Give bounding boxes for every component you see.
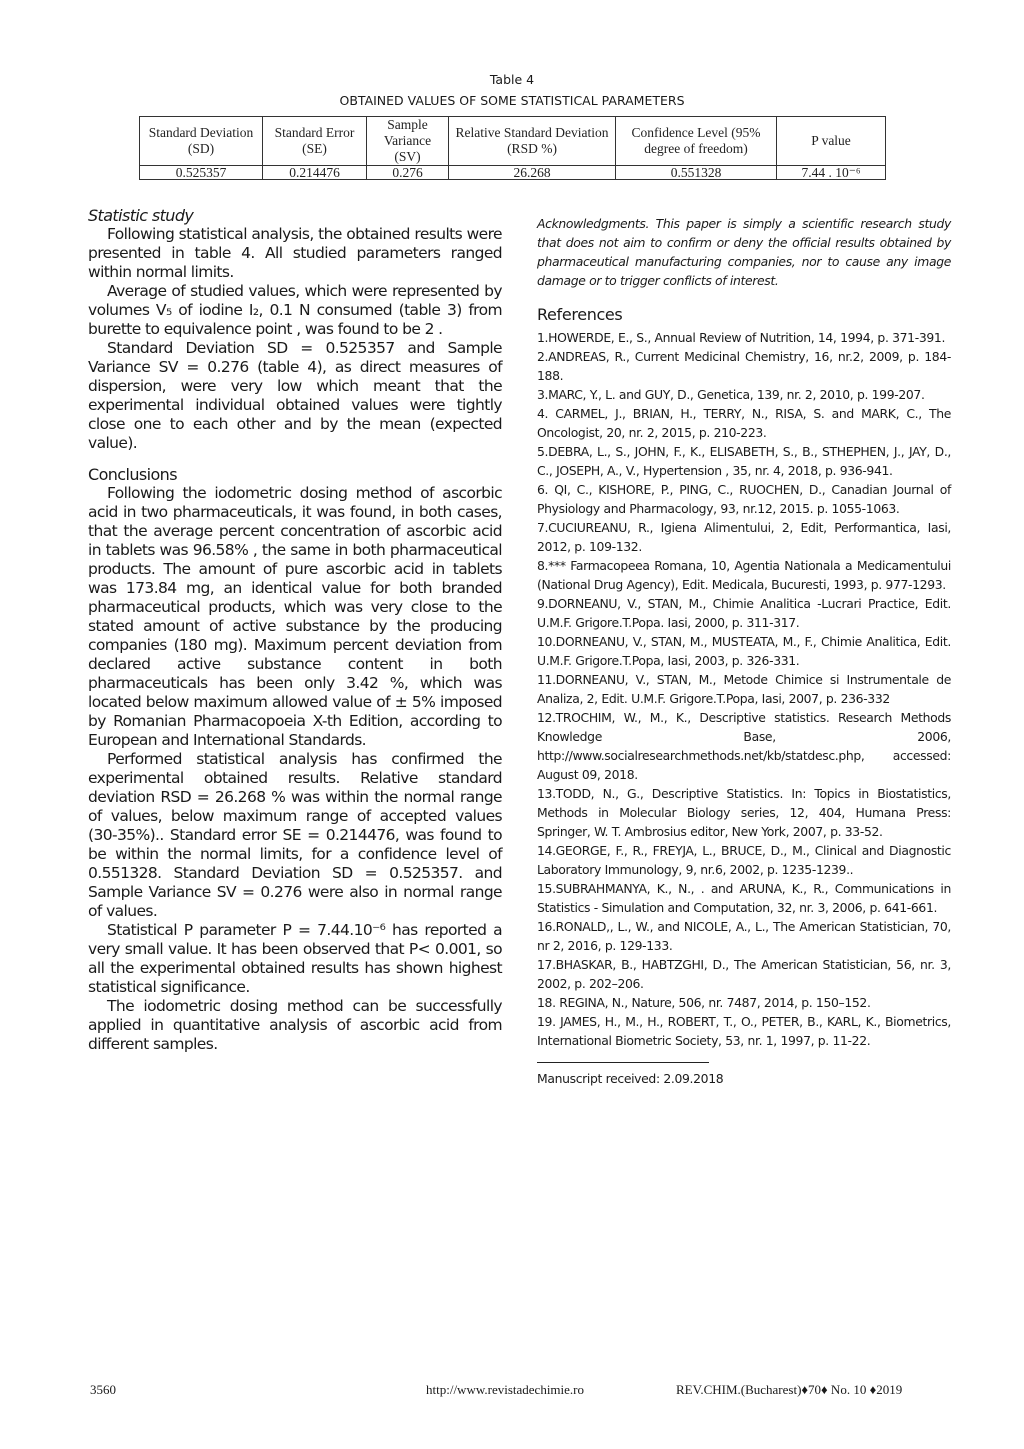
body-paragraph: Statistical P parameter P = 7.44.10⁻⁶ has reported a very small value. It has been observed that P< 0.001, so all the experimental obtained results has shown highest statistical significance. — [88, 921, 502, 996]
divider — [537, 1062, 709, 1063]
reference-item: 6. QI, C., KISHORE, P., PING, C., RUOCHEN, D., Canadian Journal of Physiology and Pharmacology, 93, nr.12, 2015. p. 1055-1063. — [537, 482, 951, 516]
reference-list — [537, 328, 951, 1050]
body-paragraph: Following statistical analysis, the obtained results were presented in table 4. All studied parameters ranged within normal limits. — [88, 225, 502, 281]
reference-item: 17.BHASKAR, B., HABTZGHI, D., The American Statistician, 56, nr. 3, 2002, p. 202–206. — [537, 957, 951, 991]
reference-item: 12.TROCHIM, W., M., K., Descriptive statistics. Research Methods Knowledge Base, 2006, http://www.socialresearchmethods.net/kb/statdesc.php, accessed: August 09, 2018. — [537, 710, 951, 782]
reference-item: 3.MARC, Y., L. and GUY, D., Genetica, 139, nr. 2, 2010, p. 199-207. — [537, 387, 925, 402]
reference-item: 7.CUCIUREANU, R., Igiena Alimentului, 2, Edit, Performantica, Iasi, 2012, p. 109-132. — [537, 520, 951, 554]
reference-item: 14.GEORGE, F., R., FREYJA, L., BRUCE, D., M., Clinical and Diagnostic Laboratory Immunology, 9, nr.6, 2002, p. 1235-1239.. — [537, 843, 951, 877]
reference-item: 18. REGINA, N., Nature, 506, nr. 7487, 2014, p. 150–152. — [537, 995, 871, 1010]
table-row — [140, 166, 886, 180]
reference-item: 11.DORNEANU, V., STAN, M., Metode Chimice si Instrumentale de Analiza, 2, Edit. U.M.F. Grigore.T.Popa, Iasi, 2007, p. 236-332 — [537, 672, 951, 706]
body-paragraph: Performed statistical analysis has confirmed the experimental obtained results. Relative standard deviation RSD = 26.268 % was within the normal range of values, below maximum range of accepted values (30-35%).. Standard error SE = 0.214476, was found to be within the normal limits, for a confidence level of 0.551328. Standard Deviation SD = 0.525357. and Sample Variance SV = 0.276 were also in normal range of values. — [88, 750, 502, 920]
page-number: 3560 — [90, 1382, 116, 1397]
reference-item: 1.HOWERDE, E., S., Annual Review of Nutrition, 14, 1994, p. 371-391. — [537, 330, 946, 345]
body-paragraph: Standard Deviation SD = 0.525357 and Sample Variance SV = 0.276 (table 4), as direct measures of dispersion, were very low which meant that the experimental individual obtained values were tightly close one to each other and by the mean (expected value). — [88, 339, 502, 452]
table-subtitle: OBTAINED VALUES OF SOME STATISTICAL PARAMETERS — [339, 93, 685, 108]
reference-item: 4. CARMEL, J., BRIAN, H., TERRY, N., RISA, S. and MARK, C., The Oncologist, 20, nr. 2, 2015, p. 210-223. — [537, 406, 951, 440]
reference-item: 13.TODD, N., G., Descriptive Statistics. In: Topics in Biostatistics, Methods in Molecular Biology series, 12, 404, Humana Press: Springer, W. T. Ambrosius editor, New York, 2007, p. 33-52. — [537, 786, 951, 839]
body-paragraph: The iodometric dosing method can be successfully applied in quantitative analysis of ascorbic acid from different samples. — [88, 997, 502, 1053]
table-cell: 0.214476 — [263, 166, 367, 180]
left-column — [88, 206, 502, 1054]
table-cell: 7.44 . 10⁻⁶ — [777, 166, 886, 180]
table-cell: 26.268 — [449, 166, 616, 180]
journal-url[interactable]: http://www.revistadechimie.ro — [426, 1382, 585, 1397]
table-header-cell: Relative Standard Deviation (RSD %) — [449, 117, 616, 166]
table-header-row — [140, 117, 886, 166]
table-header-cell: Sample Variance (SV) — [367, 117, 449, 166]
table-cell: 0.276 — [367, 166, 449, 180]
reference-item: 8.*** Farmacopeea Romana, 10, Agentia Nationala a Medicamentului (National Drug Agency), Edit. Medicala, Bucuresti, 1993, p. 977-1293. — [537, 558, 951, 592]
statistics-table — [139, 116, 886, 180]
table-header-cell: Standard Error (SE) — [263, 117, 367, 166]
conclusions-heading: Conclusions — [88, 465, 177, 484]
body-paragraph: Average of studied values, which were represented by volumes V₅ of iodine I₂, 0.1 N consumed (table 3) from burette to equivalence point , was found to be 2 . — [88, 282, 502, 338]
manuscript-received: Manuscript received: 2.09.2018 — [537, 1071, 724, 1086]
reference-item: 19. JAMES, H., M., H., ROBERT, T., O., PETER, B., KARL, K., Biometrics, International Biometric Society, 53, nr. 1, 1997, p. 11-22. — [537, 1014, 951, 1048]
reference-item: 10.DORNEANU, V., STAN, M., MUSTEATA, M., F., Chimie Analitica, Edit. U.M.F. Grigore.T.Popa, Iasi, 2003, p. 326-331. — [537, 634, 951, 668]
table-header-cell: Confidence Level (95% degree of freedom) — [616, 117, 777, 166]
body-paragraph: Following the iodometric dosing method of ascorbic acid in two pharmaceuticals, it was found, in both cases, that the average percent concentration of ascorbic acid in tablets was 96.58% , the same in both pharmaceutical products. The amount of pure ascorbic acid in tablets was 173.84 mg, an identical value for both branded pharmaceutical products, which was very close to the stated amount of active substance by the producing companies (180 mg). Maximum percent deviation from declared active substance content in both pharmaceuticals has been only 3.42 %, which was located below maximum allowed value of ± 5% imposed by Romanian Pharmacopoeia X-th Edition, according to European and International Standards. — [88, 484, 502, 749]
acknowledgments: Acknowledgments. This paper is simply a scientific research study that does not aim to confirm or deny the official results obtained by pharmaceutical manufacturing companies, nor to cause any image damage or to trigger conflicts of interest. — [537, 216, 951, 288]
reference-item: 15.SUBRAHMANYA, K., N., . and ARUNA, K., R., Communications in Statistics - Simulation and Computation, 32, nr. 3, 2006, p. 641-661. — [537, 881, 951, 915]
reference-item: 16.RONALD,, L., W., and NICOLE, A., L., The American Statistician, 70, nr 2, 2016, p. 129-133. — [537, 919, 951, 953]
table-title: Table 4 — [489, 72, 535, 87]
reference-item: 2.ANDREAS, R., Current Medicinal Chemistry, 16, nr.2, 2009, p. 184-188. — [537, 349, 951, 383]
table-header-cell: P value — [777, 117, 886, 166]
reference-item: 9.DORNEANU, V., STAN, M., Chimie Analitica -Lucrari Practice, Edit. U.M.F. Grigore.T.Popa. Iasi, 2000, p. 311-317. — [537, 596, 951, 630]
journal-citation: REV.CHIM.(Bucharest)♦70♦ No. 10 ♦2019 — [676, 1382, 903, 1397]
table-cell: 0.525357 — [140, 166, 263, 180]
references-heading: References — [537, 305, 623, 324]
statistic-study-heading: Statistic study — [88, 206, 194, 225]
right-column — [537, 214, 951, 1088]
table-cell: 0.551328 — [616, 166, 777, 180]
table-header-cell: Standard Deviation (SD) — [140, 117, 263, 166]
reference-item: 5.DEBRA, L., S., JOHN, F., K., ELISABETH, S., B., STHEPHEN, J., JAY, D., C., JOSEPH, A., V., Hypertension , 35, nr. 4, 2018, p. 936-941. — [537, 444, 951, 478]
